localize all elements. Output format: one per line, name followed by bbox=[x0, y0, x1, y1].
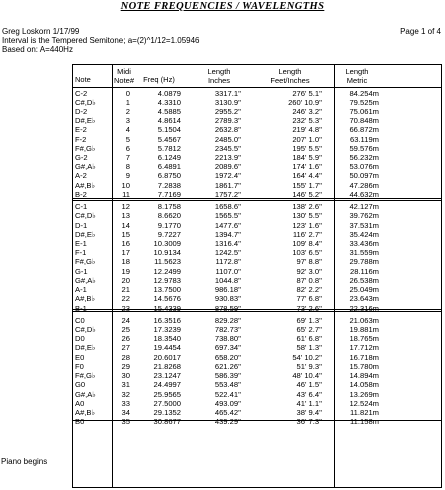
header-inches: Length Inches bbox=[207, 67, 231, 85]
table-row bbox=[73, 171, 441, 180]
midi-cell: 25 bbox=[121, 325, 130, 334]
feet-inches-cell: 54' 10.2'' bbox=[292, 352, 322, 362]
feet-inches-cell: 36' 7.3'' bbox=[296, 417, 322, 427]
feet-inches-cell: 43' 6.4'' bbox=[296, 389, 322, 399]
feet-inches-cell: 87' 0.8'' bbox=[296, 275, 322, 285]
table-row bbox=[73, 417, 441, 426]
feet-inches-cell: 155' 1.7'' bbox=[292, 180, 322, 190]
note-cell: A#,B♭ bbox=[75, 407, 96, 417]
metric-cell: 13.269m bbox=[349, 389, 379, 399]
header-freq: Freq (Hz) bbox=[143, 75, 175, 84]
metric-cell: 33.436m bbox=[349, 239, 379, 249]
midi-cell: 18 bbox=[121, 257, 130, 267]
freq-cell: 5.7812 bbox=[157, 143, 181, 153]
metric-cell: 37.531m bbox=[349, 220, 379, 230]
table-row bbox=[73, 202, 441, 211]
note-cell: C-2 bbox=[75, 88, 88, 98]
midi-cell: 19 bbox=[121, 266, 130, 276]
note-cell: C#,D♭ bbox=[75, 325, 96, 334]
inches-cell: 1477.6'' bbox=[214, 220, 241, 230]
note-cell: E-1 bbox=[75, 239, 87, 249]
metric-cell: 22.316m bbox=[349, 303, 379, 313]
header-note: Note bbox=[75, 75, 91, 84]
inches-cell: 2632.8'' bbox=[214, 125, 241, 135]
note-cell: D-2 bbox=[75, 106, 88, 116]
feet-inches-cell: 219' 4.8'' bbox=[292, 125, 322, 135]
feet-inches-cell: 130' 5.5'' bbox=[292, 211, 322, 221]
table-row bbox=[73, 125, 441, 134]
midi-cell: 28 bbox=[121, 352, 130, 362]
freq-cell: 11.5623 bbox=[154, 257, 181, 267]
page-number: Page 1 of 4 bbox=[400, 27, 441, 36]
feet-inches-cell: 174' 1.6'' bbox=[292, 162, 322, 172]
inches-cell: 3130.9'' bbox=[214, 97, 241, 107]
freq-cell: 12.9783 bbox=[153, 275, 181, 285]
inches-cell: 1107.0'' bbox=[215, 266, 241, 276]
note-cell: E-2 bbox=[75, 125, 87, 135]
inches-cell: 621.26'' bbox=[214, 361, 241, 371]
inches-cell: 1316.4'' bbox=[214, 239, 241, 249]
metric-cell: 70.848m bbox=[349, 116, 379, 126]
inches-cell: 1861.7'' bbox=[214, 180, 241, 190]
inches-cell: 3317.1'' bbox=[214, 88, 241, 98]
metric-cell: 15.780m bbox=[349, 361, 379, 371]
freq-cell: 18.3540 bbox=[153, 334, 181, 344]
inches-cell: 878.59'' bbox=[214, 303, 241, 313]
table-row bbox=[73, 325, 441, 334]
note-cell: A0 bbox=[75, 398, 85, 408]
freq-cell: 6.1249 bbox=[157, 153, 181, 163]
metric-cell: 35.424m bbox=[349, 229, 379, 239]
feet-inches-cell: 260' 10.9'' bbox=[288, 97, 322, 107]
freq-cell: 9.7227 bbox=[157, 229, 181, 239]
inches-cell: 465.42'' bbox=[214, 407, 241, 417]
metric-cell: 21.063m bbox=[349, 315, 379, 325]
table-row bbox=[73, 362, 441, 371]
midi-cell: 31 bbox=[121, 380, 130, 390]
table-row bbox=[73, 257, 441, 266]
table-row bbox=[73, 230, 441, 239]
page-title: NOTE FREQUENCIES / WAVELENGTHS bbox=[120, 1, 325, 12]
metric-cell: 39.762m bbox=[349, 211, 379, 221]
note-cell: C#,D♭ bbox=[75, 211, 96, 221]
metric-cell: 47.286m bbox=[349, 180, 379, 190]
frequency-table bbox=[72, 64, 442, 488]
midi-cell: 2 bbox=[125, 106, 130, 116]
freq-cell: 4.0879 bbox=[157, 88, 181, 98]
note-cell: D0 bbox=[75, 334, 85, 344]
inches-cell: 2789.3'' bbox=[214, 116, 241, 126]
metric-cell: 63.119m bbox=[350, 134, 379, 144]
freq-cell: 25.9565 bbox=[153, 389, 181, 399]
feet-inches-cell: 123' 1.6'' bbox=[292, 220, 322, 230]
table-row bbox=[73, 408, 441, 417]
midi-cell: 23 bbox=[121, 303, 130, 313]
freq-cell: 4.3310 bbox=[157, 97, 181, 107]
metric-cell: 19.881m bbox=[349, 325, 379, 334]
freq-cell: 13.7500 bbox=[153, 285, 181, 295]
freq-cell: 5.4567 bbox=[157, 134, 181, 144]
note-cell: B0 bbox=[75, 417, 85, 427]
metric-cell: 29.788m bbox=[349, 257, 379, 267]
midi-cell: 27 bbox=[121, 343, 130, 353]
metric-cell: 42.127m bbox=[349, 202, 379, 212]
freq-cell: 19.4454 bbox=[153, 343, 181, 353]
freq-cell: 7.2838 bbox=[157, 180, 181, 190]
metric-cell: 25.049m bbox=[349, 285, 379, 295]
feet-inches-cell: 61' 6.8'' bbox=[296, 334, 322, 344]
inches-cell: 1172.8'' bbox=[215, 257, 241, 267]
note-cell: G0 bbox=[75, 380, 86, 390]
midi-cell: 4 bbox=[125, 125, 130, 135]
metric-cell: 18.765m bbox=[349, 334, 379, 344]
metric-cell: 28.116m bbox=[350, 266, 379, 276]
freq-cell: 8.1758 bbox=[157, 202, 181, 212]
note-cell: B-2 bbox=[75, 189, 87, 199]
midi-cell: 15 bbox=[121, 229, 130, 239]
freq-cell: 23.1247 bbox=[153, 371, 181, 381]
feet-inches-cell: 246' 3.2'' bbox=[292, 106, 322, 116]
note-cell: A#,B♭ bbox=[75, 294, 96, 304]
midi-cell: 29 bbox=[121, 361, 130, 371]
note-cell: D#,E♭ bbox=[75, 116, 96, 126]
header-feet-inches: Length Feet/Inches bbox=[270, 67, 310, 85]
note-cell: F0 bbox=[75, 361, 84, 371]
inches-cell: 1044.8'' bbox=[214, 275, 241, 285]
metric-cell: 14.058m bbox=[349, 380, 379, 390]
inches-cell: 738.80'' bbox=[214, 334, 241, 344]
feet-inches-cell: 207' 1.0'' bbox=[292, 134, 322, 144]
note-cell: F-2 bbox=[75, 134, 87, 144]
feet-inches-cell: 65' 2.7'' bbox=[296, 325, 322, 334]
table-row bbox=[73, 390, 441, 399]
metric-cell: 11.821m bbox=[350, 407, 379, 417]
metric-cell: 12.524m bbox=[349, 398, 379, 408]
metric-cell: 56.232m bbox=[349, 153, 379, 163]
feet-inches-cell: 109' 8.4'' bbox=[292, 239, 322, 249]
inches-cell: 1757.2'' bbox=[214, 189, 241, 199]
feet-inches-cell: 138' 2.6'' bbox=[292, 202, 322, 212]
feet-inches-cell: 77' 6.8'' bbox=[296, 294, 322, 304]
inches-cell: 930.83'' bbox=[214, 294, 241, 304]
table-row bbox=[73, 304, 441, 313]
table-row bbox=[73, 334, 441, 343]
table-row bbox=[73, 248, 441, 257]
note-cell: G-2 bbox=[75, 153, 88, 163]
feet-inches-cell: 58' 1.3'' bbox=[296, 343, 322, 353]
feet-inches-cell: 51' 9.3'' bbox=[296, 361, 322, 371]
header-metric: Length Metric bbox=[345, 67, 369, 85]
freq-cell: 27.5000 bbox=[153, 398, 181, 408]
metric-cell: 31.559m bbox=[349, 248, 379, 258]
freq-cell: 8.6620 bbox=[157, 211, 181, 221]
feet-inches-cell: 276' 5.1'' bbox=[292, 88, 322, 98]
freq-cell: 30.8677 bbox=[153, 417, 181, 427]
feet-inches-cell: 92' 3.0'' bbox=[296, 266, 322, 276]
note-cell: D-1 bbox=[75, 220, 88, 230]
freq-cell: 5.1504 bbox=[157, 125, 181, 135]
table-row bbox=[73, 153, 441, 162]
table-row bbox=[73, 162, 441, 171]
feet-inches-cell: 184' 5.9'' bbox=[292, 153, 322, 163]
note-cell: G#,A♭ bbox=[75, 389, 96, 399]
note-cell: F#,G♭ bbox=[75, 371, 96, 381]
freq-cell: 15.4339 bbox=[153, 303, 181, 313]
note-cell: B-1 bbox=[75, 303, 87, 313]
table-row bbox=[73, 294, 441, 303]
metric-cell: 84.254m bbox=[349, 88, 379, 98]
midi-cell: 32 bbox=[121, 389, 130, 399]
header-midi: Midi Note# bbox=[113, 67, 134, 85]
inches-cell: 1658.6'' bbox=[214, 202, 241, 212]
freq-cell: 16.3516 bbox=[153, 315, 181, 325]
metric-cell: 79.525m bbox=[349, 97, 379, 107]
metric-cell: 16.718m bbox=[349, 352, 379, 362]
table-row bbox=[73, 343, 441, 352]
feet-inches-cell: 73' 2.6'' bbox=[296, 303, 322, 313]
midi-cell: 24 bbox=[121, 315, 130, 325]
table-row bbox=[73, 399, 441, 408]
inches-cell: 522.41'' bbox=[214, 389, 241, 399]
feet-inches-cell: 195' 5.5'' bbox=[292, 143, 322, 153]
freq-cell: 12.2499 bbox=[153, 266, 181, 276]
midi-cell: 17 bbox=[121, 248, 130, 258]
note-cell: D#,E♭ bbox=[75, 343, 96, 353]
midi-cell: 33 bbox=[121, 398, 130, 408]
inches-cell: 2485.0'' bbox=[214, 134, 241, 144]
piano-begins-note: Piano begins bbox=[1, 457, 48, 466]
note-cell: F-1 bbox=[75, 248, 87, 258]
midi-cell: 1 bbox=[125, 97, 130, 107]
metric-cell: 44.632m bbox=[349, 189, 379, 199]
midi-cell: 10 bbox=[121, 180, 130, 190]
inches-cell: 2955.2'' bbox=[214, 106, 241, 116]
table-row bbox=[73, 267, 441, 276]
metric-cell: 53.076m bbox=[349, 162, 379, 172]
table-row bbox=[73, 380, 441, 389]
freq-cell: 6.4891 bbox=[157, 162, 181, 172]
table-row bbox=[73, 116, 441, 125]
metric-cell: 59.576m bbox=[349, 143, 379, 153]
inches-cell: 1242.5'' bbox=[214, 248, 241, 258]
table-row bbox=[73, 239, 441, 248]
table-row bbox=[73, 107, 441, 116]
note-cell: G-1 bbox=[75, 266, 88, 276]
inches-cell: 493.09'' bbox=[214, 398, 241, 408]
table-row bbox=[73, 316, 441, 325]
table-row bbox=[73, 190, 441, 199]
freq-cell: 4.8614 bbox=[157, 116, 181, 126]
inches-cell: 658.20'' bbox=[214, 352, 241, 362]
inches-cell: 986.18'' bbox=[214, 285, 241, 295]
feet-inches-cell: 82' 2.2'' bbox=[296, 285, 322, 295]
freq-cell: 7.7169 bbox=[157, 189, 181, 199]
table-row bbox=[73, 276, 441, 285]
note-cell: F#,G♭ bbox=[75, 257, 96, 267]
table-row bbox=[73, 353, 441, 362]
table-row bbox=[73, 371, 441, 380]
inches-cell: 2089.6'' bbox=[214, 162, 241, 172]
midi-cell: 21 bbox=[121, 285, 130, 295]
midi-cell: 11 bbox=[122, 189, 130, 199]
note-cell: C0 bbox=[75, 315, 85, 325]
midi-cell: 3 bbox=[125, 116, 130, 126]
table-row bbox=[73, 211, 441, 220]
metric-cell: 11.158m bbox=[350, 417, 379, 427]
freq-cell: 14.5676 bbox=[153, 294, 181, 304]
feet-inches-cell: 97' 8.8'' bbox=[296, 257, 322, 267]
inches-cell: 586.39'' bbox=[214, 371, 241, 381]
midi-cell: 9 bbox=[125, 171, 130, 181]
interval-line: Interval is the Tempered Semitone; a=(2)^1/12=1.05946 bbox=[2, 36, 200, 45]
midi-cell: 13 bbox=[121, 211, 130, 221]
note-cell: A#,B♭ bbox=[75, 180, 96, 190]
note-cell: F#,G♭ bbox=[75, 143, 96, 153]
midi-cell: 35 bbox=[121, 417, 130, 427]
feet-inches-cell: 38' 9.4'' bbox=[296, 407, 322, 417]
inches-cell: 829.28'' bbox=[214, 315, 241, 325]
note-cell: A-2 bbox=[75, 171, 87, 181]
author-line: Greg Loskorn 1/17/99 bbox=[2, 27, 80, 36]
inches-cell: 782.73'' bbox=[214, 325, 241, 334]
feet-inches-cell: 232' 5.3'' bbox=[292, 116, 322, 126]
note-cell: A-1 bbox=[75, 285, 87, 295]
inches-cell: 1565.5'' bbox=[214, 211, 241, 221]
note-cell: G#,A♭ bbox=[75, 162, 96, 172]
table-row bbox=[73, 135, 441, 144]
midi-cell: 0 bbox=[125, 88, 130, 98]
inches-cell: 2213.9'' bbox=[214, 153, 241, 163]
based-line: Based on: A=440Hz bbox=[2, 45, 73, 54]
inches-cell: 2345.5'' bbox=[214, 143, 241, 153]
note-cell: D#,E♭ bbox=[75, 229, 96, 239]
freq-cell: 17.3239 bbox=[153, 325, 181, 334]
metric-cell: 66.872m bbox=[349, 125, 379, 135]
freq-cell: 9.1770 bbox=[157, 220, 181, 230]
inches-cell: 1394.7'' bbox=[214, 229, 241, 239]
note-cell: E0 bbox=[75, 352, 85, 362]
midi-cell: 8 bbox=[125, 162, 130, 172]
metric-cell: 14.894m bbox=[349, 371, 379, 381]
feet-inches-cell: 69' 1.3'' bbox=[296, 315, 322, 325]
freq-cell: 20.6017 bbox=[153, 352, 181, 362]
midi-cell: 6 bbox=[125, 143, 130, 153]
feet-inches-cell: 164' 4.4'' bbox=[292, 171, 322, 181]
freq-cell: 10.3009 bbox=[153, 239, 181, 249]
table-row bbox=[73, 221, 441, 230]
feet-inches-cell: 146' 5.2'' bbox=[292, 189, 322, 199]
metric-cell: 50.097m bbox=[349, 171, 379, 181]
feet-inches-cell: 48' 10.4'' bbox=[292, 371, 322, 381]
metric-cell: 17.712m bbox=[349, 343, 379, 353]
freq-cell: 21.8268 bbox=[153, 361, 181, 371]
table-row bbox=[73, 89, 441, 98]
metric-cell: 75.061m bbox=[349, 106, 379, 116]
midi-cell: 30 bbox=[121, 371, 130, 381]
midi-cell: 16 bbox=[121, 239, 130, 249]
inches-cell: 553.48'' bbox=[214, 380, 241, 390]
midi-cell: 14 bbox=[121, 220, 130, 230]
midi-cell: 26 bbox=[121, 334, 130, 344]
midi-cell: 22 bbox=[121, 294, 130, 304]
inches-cell: 1972.4'' bbox=[214, 171, 241, 181]
note-cell: C#,D♭ bbox=[75, 97, 96, 107]
midi-cell: 34 bbox=[121, 407, 130, 417]
midi-cell: 12 bbox=[121, 202, 130, 212]
feet-inches-cell: 41' 1.1'' bbox=[296, 398, 322, 408]
note-cell: C-1 bbox=[75, 202, 88, 212]
inches-cell: 439.29'' bbox=[214, 417, 241, 427]
feet-inches-cell: 116' 2.7'' bbox=[292, 229, 322, 239]
freq-cell: 29.1352 bbox=[153, 407, 181, 417]
feet-inches-cell: 46' 1.5'' bbox=[296, 380, 322, 390]
metric-cell: 26.538m bbox=[349, 275, 379, 285]
table-row bbox=[73, 285, 441, 294]
table-row bbox=[73, 98, 441, 107]
table-row bbox=[73, 181, 441, 190]
metric-cell: 23.643m bbox=[349, 294, 379, 304]
note-cell: G#,A♭ bbox=[75, 275, 96, 285]
feet-inches-cell: 103' 6.5'' bbox=[292, 248, 322, 258]
freq-cell: 10.9134 bbox=[153, 248, 181, 258]
midi-cell: 20 bbox=[121, 275, 130, 285]
midi-cell: 7 bbox=[125, 153, 130, 163]
freq-cell: 4.5885 bbox=[157, 106, 181, 116]
inches-cell: 697.34'' bbox=[214, 343, 241, 353]
table-row bbox=[73, 144, 441, 153]
freq-cell: 24.4997 bbox=[153, 380, 181, 390]
freq-cell: 6.8750 bbox=[157, 171, 181, 181]
midi-cell: 5 bbox=[125, 134, 130, 144]
